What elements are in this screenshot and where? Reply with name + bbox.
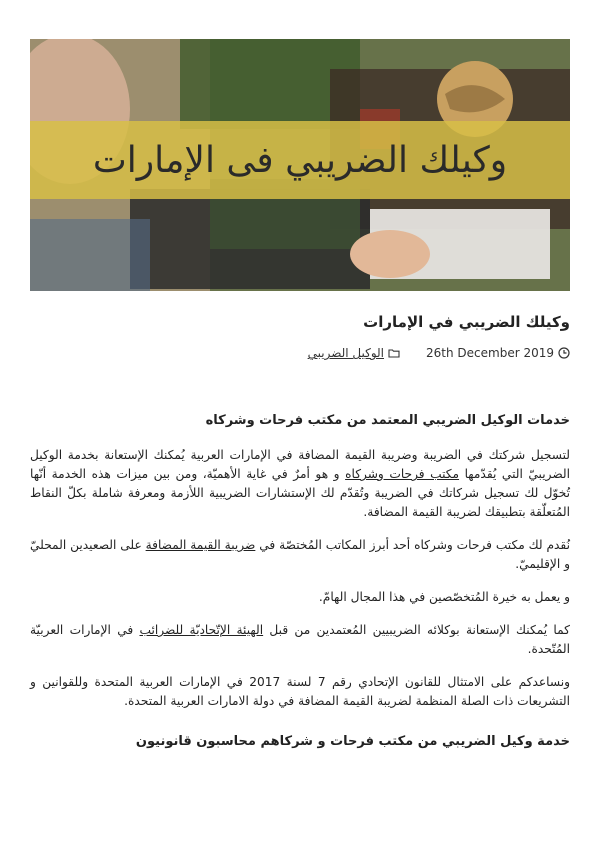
- post-date: 26th December 2019: [426, 346, 554, 360]
- section-heading: خدمات الوكيل الضريبي المعتمد من مكتب فرحات وشركاه: [205, 413, 570, 428]
- paragraph-text: في الإمارات العربيّة المُتّحدة.: [30, 623, 570, 656]
- clock-icon: [558, 347, 570, 359]
- paragraph-text: لتسجيل شركتك في الضريبة وضريبة القيمة المضافة في الإمارات العربية يُمكنك الإستعانة بخدمة الوكيل الضريبيّ التي يُقدّمها: [30, 448, 570, 481]
- tax-authority-link[interactable]: الهيئة الإتّحاديّة للضرائب: [139, 623, 264, 637]
- office-link[interactable]: مكتب فرحات وشركاه: [345, 467, 460, 481]
- post-title: وكيلك الضريبي في الإمارات: [363, 313, 570, 331]
- folder-icon: [388, 347, 400, 359]
- paragraph-text: على الصعيدين المحليّ و الإقليميّ.: [30, 538, 570, 571]
- paragraph-1: [30, 446, 570, 522]
- paragraph-text: كما يُمكنك الإستعانة بوكلائه الضريبيين المُعتمدين من قبل: [263, 623, 570, 637]
- hero-image: [30, 39, 570, 291]
- paragraph-5: ونساعدكم على الامتثال للقانون الإتحادي رقم 7 لسنة 2017 في الإمارات العربية المتحدة وللقوانين و التشريعات ذات الصلة المنظمة لضريبة القيمة المضافة في دولة الامارات العربية المتحدة.: [30, 675, 571, 708]
- paragraph-text: نُقدم لك مكتب فرحات وشركاه أحد أبرز المكاتب المُختصّة في: [255, 538, 570, 552]
- post-category-link[interactable]: الوكيل الضريبي: [307, 346, 385, 360]
- hero-banner: [30, 121, 570, 199]
- paragraph-3: و يعمل به خيرة المُتخصّصين في هذا المجال الهامّ.: [318, 590, 570, 604]
- post-meta: [308, 346, 570, 360]
- article-content: [30, 412, 570, 767]
- paragraph-4: [30, 621, 570, 659]
- hero-banner-text: وكيلك الضريبي فى الإمارات: [92, 139, 508, 181]
- paragraph-text: و هو أمرٌ في غاية الأهميّة، ومن بين ميزات هذه الخدمة أنّها تُخوّل لك تسجيل شركاتك في الضريبة وتُقدّم لك الإستشارات الضريبية اللأزمة ومعرفة شاملة بكلّ النقاط المُتعلّقة بتطبيقك لضريبة القيمة المضافة.: [30, 467, 570, 519]
- vat-link[interactable]: ضريبة القيمة المضافة: [145, 538, 256, 552]
- section-heading-2: خدمة وكيل الضريبي من مكتب فرحات و شركاهم محاسبون قانونيون: [135, 734, 570, 749]
- paragraph-2: [30, 536, 570, 574]
